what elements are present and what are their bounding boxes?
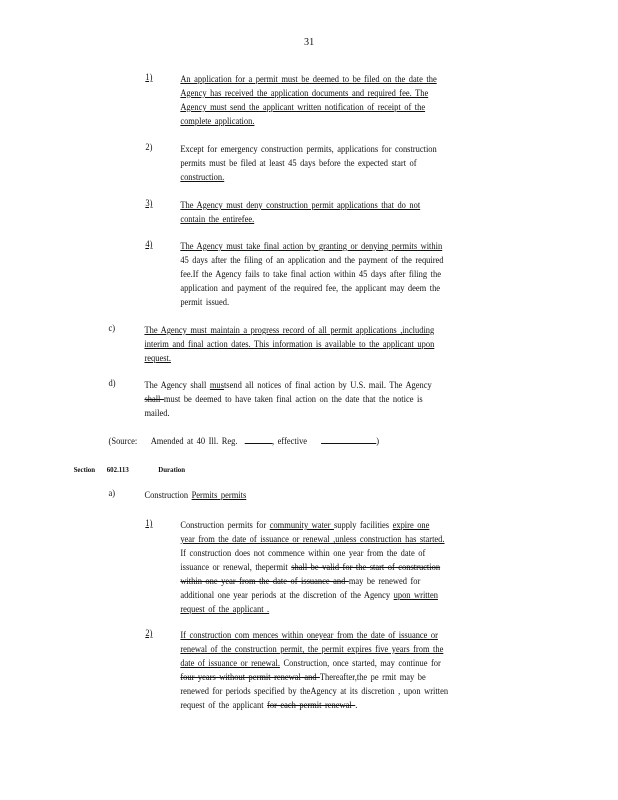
item-1-line-2: Agency has received the application documents and required fee. The <box>180 88 429 98</box>
a1-l1b: community water <box>269 520 334 530</box>
source-close: ) <box>376 436 380 446</box>
a1-l6a: additional one year periods at the discretion of the Agency <box>180 590 394 600</box>
item-4-line-4: application and payment of the required fee, the applicant may deem the <box>180 283 441 293</box>
item-2-line-2: permits must be filed at least 45 days before the expected start of <box>180 158 417 168</box>
item-a2-label: 2) <box>145 628 153 638</box>
item-1-line-4: complete application. <box>180 116 255 126</box>
item-a-text-2: Permits <box>191 490 218 500</box>
item-a-text-1: Construction <box>144 490 192 500</box>
a2-l3b: Construction, once started, may continue for <box>279 658 441 668</box>
item-2-label: 2) <box>145 142 153 152</box>
a1-l7: request of the applicant . <box>180 604 270 614</box>
a2-l6c: . <box>355 700 358 710</box>
item-d-inserted-mus: mus <box>209 380 224 390</box>
a1-l6b: upon written <box>393 590 438 600</box>
a1-l3: If construction does not commence within one year from the date of <box>180 548 426 558</box>
item-4-line-1: The Agency must take final action by granting or denying permits within <box>180 241 443 251</box>
item-d-line-3: mailed. <box>144 408 170 418</box>
item-2-line-3: construction. <box>180 172 225 182</box>
section-number: 602.113 <box>106 465 129 474</box>
item-1-text <box>180 72 532 128</box>
item-4-line-5: permit issued. <box>180 297 230 307</box>
a1-l2: year from the date of issuance or renewal ,unless construction has started. <box>180 534 445 544</box>
item-d-label: d) <box>108 378 116 388</box>
item-d-line-1-rest: send all notices of final action by U.S. mail. The Agency <box>226 380 432 390</box>
item-2-text <box>180 142 532 184</box>
item-4-line-3: fee.If the Agency fails to take final action within 45 days after filing the <box>180 269 441 279</box>
a2-l1: If construction com mences within oneyear from the date of issuance or <box>180 630 438 640</box>
a2-l6a: request of the applicant <box>180 700 268 710</box>
item-c-line-1: The Agency must maintain a progress record of all permit applications ,including <box>144 325 435 335</box>
source-note <box>109 434 541 448</box>
item-d-struck-shall: shall <box>144 394 164 404</box>
item-d-text <box>144 378 535 420</box>
a1-l4b: shall be valid for the start of construction <box>291 562 441 572</box>
item-4-text <box>180 239 532 309</box>
a2-l6b: for each permit renewal <box>267 700 356 710</box>
item-2-line-1: Except for emergency construction permits, applications for construction <box>180 144 437 154</box>
effective-blank <box>321 434 376 444</box>
a1-l1c: supply facilities <box>333 520 393 530</box>
a1-l5a: within one year from the date of issuance and <box>180 576 349 586</box>
item-1-line-3: Agency must send the applicant written notification of receipt of the <box>180 102 426 112</box>
item-a1-label: 1) <box>145 518 153 528</box>
a2-l4a: four years without permit renewal and <box>180 672 320 682</box>
item-d-inserted-t: t <box>223 380 227 390</box>
item-4-label: 4) <box>145 239 153 249</box>
a2-l4b: Thereafter,the pe rmit may be <box>319 672 426 682</box>
item-3-label: 3) <box>145 198 153 208</box>
item-1-line-1: An application for a permit must be deemed to be filed on the date the <box>180 74 437 84</box>
item-a-text-3: permits <box>217 490 247 500</box>
a2-l5: renewed for periods specified by theAgency at its discretion , upon written <box>180 686 449 696</box>
a2-l2: renewal of the construction permit, the permit expires five years from the <box>180 644 444 654</box>
item-c-label: c) <box>108 323 116 333</box>
source-prefix: (Source: <box>108 436 138 446</box>
item-3-line-1: The Agency must deny construction permit applications that do not <box>180 200 421 210</box>
item-a-heading <box>144 488 530 502</box>
reg-blank <box>244 434 272 444</box>
page-number: 31 <box>304 36 315 48</box>
item-c-line-3: request. <box>144 353 171 363</box>
source-effective: , effective <box>272 436 308 446</box>
item-3-line-2: contain the entirefee. <box>180 214 255 224</box>
a1-l1a: Construction permits for <box>180 520 270 530</box>
source-amended: Amended at 40 Ill. Reg. <box>150 436 238 446</box>
item-a1-text <box>180 518 532 616</box>
section-label: Section <box>73 465 96 474</box>
a1-l1d: expire one <box>392 520 430 530</box>
item-c-line-2: interim and final action dates. This information is available to the applicant upon <box>144 339 435 349</box>
a2-l3a: date of issuance or renewal. <box>180 658 280 668</box>
item-d-line-1-a: The Agency shall <box>144 380 210 390</box>
item-3-text <box>180 198 532 226</box>
item-1-label: 1) <box>145 72 153 82</box>
item-c-text <box>144 323 535 365</box>
item-d-line-2-rest: must be deemed to have taken final action on the date that the notice is <box>163 394 423 404</box>
a1-l4a: issuance or renewal, thepermit <box>180 562 292 572</box>
a1-l5b: may be renewed for <box>348 576 421 586</box>
item-4-line-2: 45 days after the filing of an application and the payment of the required <box>180 255 444 265</box>
item-a2-text <box>180 628 532 712</box>
item-a-label: a) <box>108 488 116 498</box>
section-title: Duration <box>158 465 186 474</box>
